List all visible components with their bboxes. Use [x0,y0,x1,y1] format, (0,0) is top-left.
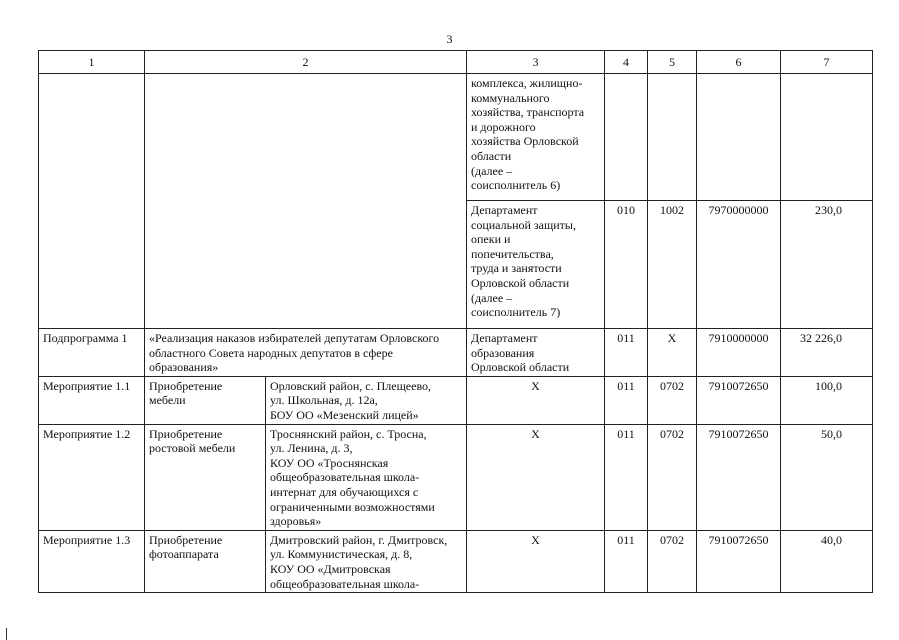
cell-col7: 32 226,0 [781,329,873,377]
header-cell: 2 [145,51,467,74]
cell-col6: 7910072650 [697,530,781,592]
cell-col4: 011 [605,530,648,592]
header-row [39,51,873,74]
cell-executor: Департамент образования Орловской области [467,329,605,377]
cell-col5: 0702 [648,376,697,424]
cell-item: Приобретение ростовой мебели [145,424,266,530]
cell-col7: 100,0 [781,376,873,424]
header-cell: 7 [781,51,873,74]
cell-col4: 011 [605,376,648,424]
cell-col7: 230,0 [781,201,873,329]
table-row [39,329,873,377]
cell-col6: 7910072650 [697,376,781,424]
header-cell: 5 [648,51,697,74]
cell-item: Приобретение фотоаппарата [145,530,266,592]
cell-item: Приобретение мебели [145,376,266,424]
cell-col2 [145,74,467,329]
cell-executor: Х [467,530,605,592]
table-row [39,530,873,592]
cell-address: Орловский район, с. Плещеево, ул. Школьная, д. 12а, БОУ ОО «Мезенский лицей» [266,376,467,424]
cell-col1: Мероприятие 1.3 [39,530,145,592]
cell-col6: 7910000000 [697,329,781,377]
header-cell: 3 [467,51,605,74]
cell-executor: Департамент социальной защиты, опеки и попечительства, труда и занятости Орловской области (далее – соисполнитель 7) [467,201,605,329]
cell-executor: комплекса, жилищно- коммунального хозяйства, транспорта и дорожного хозяйства Орловской области (далее – соисполнитель 6) [467,74,605,201]
cell-col1: Подпрограмма 1 [39,329,145,377]
cell-address: Дмитровский район, г. Дмитровск, ул. Коммунистическая, д. 8, КОУ ОО «Дмитровская общеобразовательная школа- [266,530,467,592]
cell-address: Троснянский район, с. Тросна, ул. Ленина, д. 3, КОУ ОО «Троснянская общеобразовательная школа- интернат для обучающихся с ограниченными возможностями здоровья» [266,424,467,530]
header-cell: 6 [697,51,781,74]
cell-col7: 40,0 [781,530,873,592]
cell-executor: Х [467,376,605,424]
cell-col5: 1002 [648,201,697,329]
cell-col5: 0702 [648,530,697,592]
cell-col1 [39,74,145,329]
header-cell: 1 [39,51,145,74]
cell-col4 [605,74,648,201]
cell-col4: 010 [605,201,648,329]
cell-col4: 011 [605,424,648,530]
table-row [39,424,873,530]
table-row [39,74,873,201]
cell-col7 [781,74,873,201]
cell-col5: 0702 [648,424,697,530]
header-cell: 4 [605,51,648,74]
scan-edge-mark [6,628,7,640]
cell-executor: Х [467,424,605,530]
page-number: 3 [446,32,453,46]
table-row [39,376,873,424]
cell-col1: Мероприятие 1.2 [39,424,145,530]
cell-col6: 7970000000 [697,201,781,329]
cell-col5: Х [648,329,697,377]
cell-col1: Мероприятие 1.1 [39,376,145,424]
cell-col4: 011 [605,329,648,377]
cell-col6 [697,74,781,201]
cell-col5 [648,74,697,201]
cell-col6: 7910072650 [697,424,781,530]
budget-table [38,50,873,593]
cell-col7: 50,0 [781,424,873,530]
cell-col2: «Реализация наказов избирателей депутатам Орловского областного Совета народных депутатов в сфере образования» [145,329,467,377]
